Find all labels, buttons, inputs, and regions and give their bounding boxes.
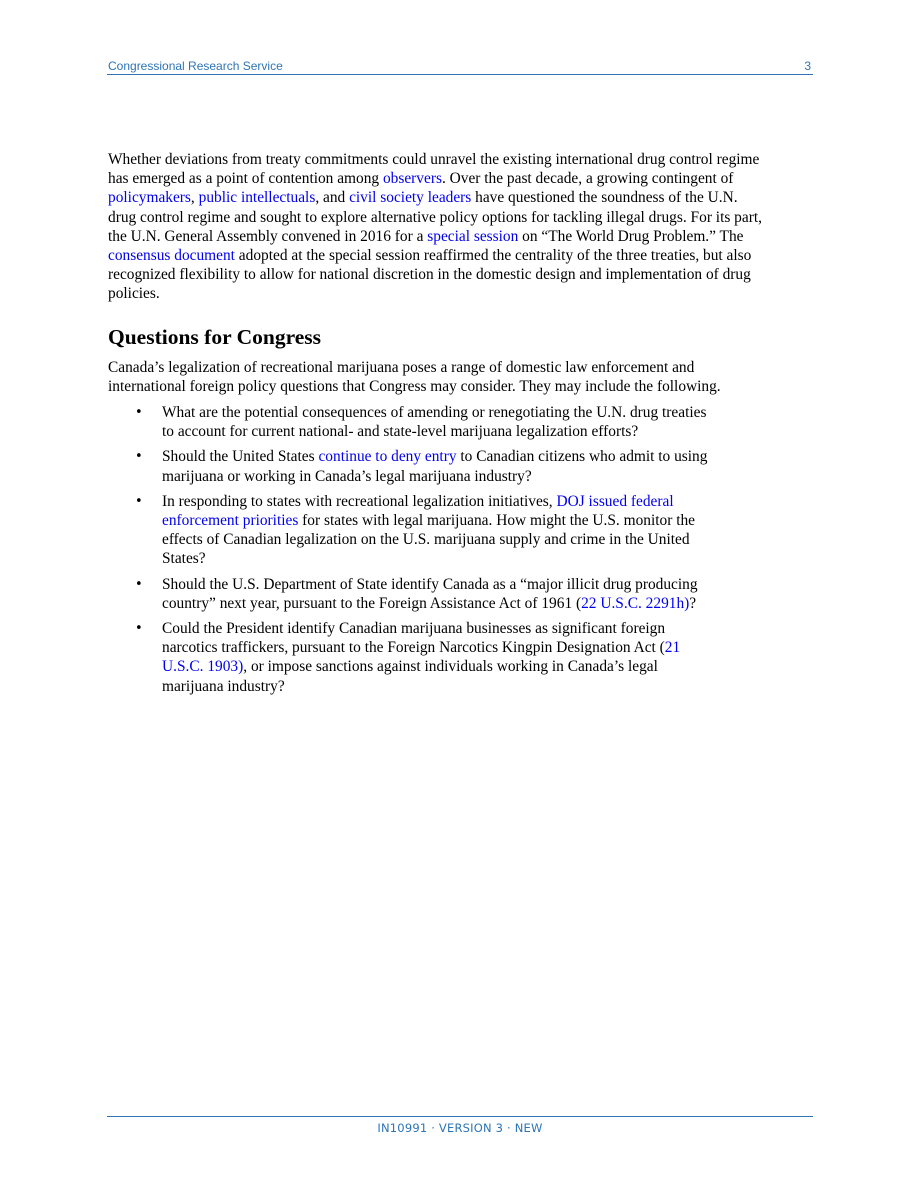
question-text: ?	[689, 594, 697, 612]
question-text: In responding to states with recreational legalization initiatives,	[162, 492, 557, 510]
intro-text-4: , and	[315, 189, 350, 207]
questions-list	[108, 403, 814, 696]
intro-text-7: adopted at the special session reaffirmed the centrality of the three treaties, but also recognized flexibility to allow for national discretion in the domestic design and implementation of drug policies.	[108, 247, 752, 303]
intro-text-6: on “The World Drug Problem.” The	[522, 227, 744, 245]
page-footer	[107, 1116, 813, 1135]
bullet-icon: •	[135, 576, 143, 592]
question-text: for states with legal marijuana. How might the U.S. monitor the effects of Canadian legalization on the U.S. marijuana supply and crime in the United States?	[162, 512, 695, 568]
header-organization: Congressional Research Service	[108, 59, 283, 73]
list-item	[108, 619, 814, 696]
document-body	[108, 150, 814, 702]
question-text: Should the United States	[162, 448, 319, 466]
intro-text-3: ,	[190, 189, 199, 207]
bullet-icon: •	[135, 449, 143, 465]
page-header	[107, 58, 813, 75]
public-intellectuals-link[interactable]: public intellectuals	[198, 189, 316, 207]
policymakers-link[interactable]: policymakers	[108, 189, 191, 207]
list-item	[108, 403, 814, 441]
list-item	[108, 575, 814, 613]
bullet-icon: •	[135, 493, 143, 509]
intro-paragraph	[108, 150, 814, 304]
observers-link[interactable]: observers	[382, 170, 442, 188]
deny-entry-link[interactable]: continue to deny entry	[318, 448, 457, 466]
question-text: What are the potential consequences of amending or renegotiating the U.N. drug treaties to account for current national- and state-level marijuana legalization efforts?	[162, 404, 707, 441]
usc-1903-link[interactable]: 21 U.S.C. 1903)	[162, 639, 681, 676]
question-text: to Canadian citizens who admit to using marijuana or working in Canada’s legal marijuana industry?	[162, 448, 708, 485]
section-heading: Questions for Congress	[108, 324, 322, 349]
header-page-number: 3	[804, 59, 811, 73]
bullet-icon: •	[135, 405, 143, 421]
question-text: Should the U.S. Department of State identify Canada as a “major illicit drug producing country” next year, pursuant to the Foreign Assistance Act of 1961 (	[162, 575, 698, 612]
doj-enforcement-priorities-link[interactable]: DOJ issued federal enforcement priorities	[162, 492, 674, 530]
question-text: , or impose sanctions against individuals working in Canada’s legal marijuana industry?	[162, 658, 658, 695]
usc-2291h-link[interactable]: 22 U.S.C. 2291h)	[581, 594, 690, 612]
section-intro-paragraph: Canada’s legalization of recreational marijuana poses a range of domestic law enforcement and international foreign policy questions that Congress may consider. They may include the following.	[108, 358, 721, 395]
consensus-document-link[interactable]: consensus document	[108, 247, 235, 265]
list-item	[108, 447, 814, 485]
intro-text-5: have questioned the soundness of the U.N. drug control regime and sought to explore alternative policy options for tackling illegal drugs. For its part, the U.N. General Assembly convened in 2016 for a	[108, 189, 762, 245]
footer-document-id: IN10991 · VERSION 3 · NEW	[377, 1121, 543, 1135]
intro-text-2: . Over the past decade, a growing contingent of	[441, 170, 734, 188]
special-session-link[interactable]: special session	[427, 227, 519, 245]
civil-society-leaders-link[interactable]: civil society leaders	[349, 189, 472, 207]
bullet-icon: •	[135, 621, 143, 637]
question-text: Could the President identify Canadian marijuana businesses as significant foreign narcotics traffickers, pursuant to the Foreign Narcotics Kingpin Designation Act (	[162, 620, 666, 657]
list-item	[108, 492, 814, 569]
intro-text-1: Whether deviations from treaty commitments could unravel the existing international drug control regime has emerged as a point of contention among	[108, 151, 760, 188]
